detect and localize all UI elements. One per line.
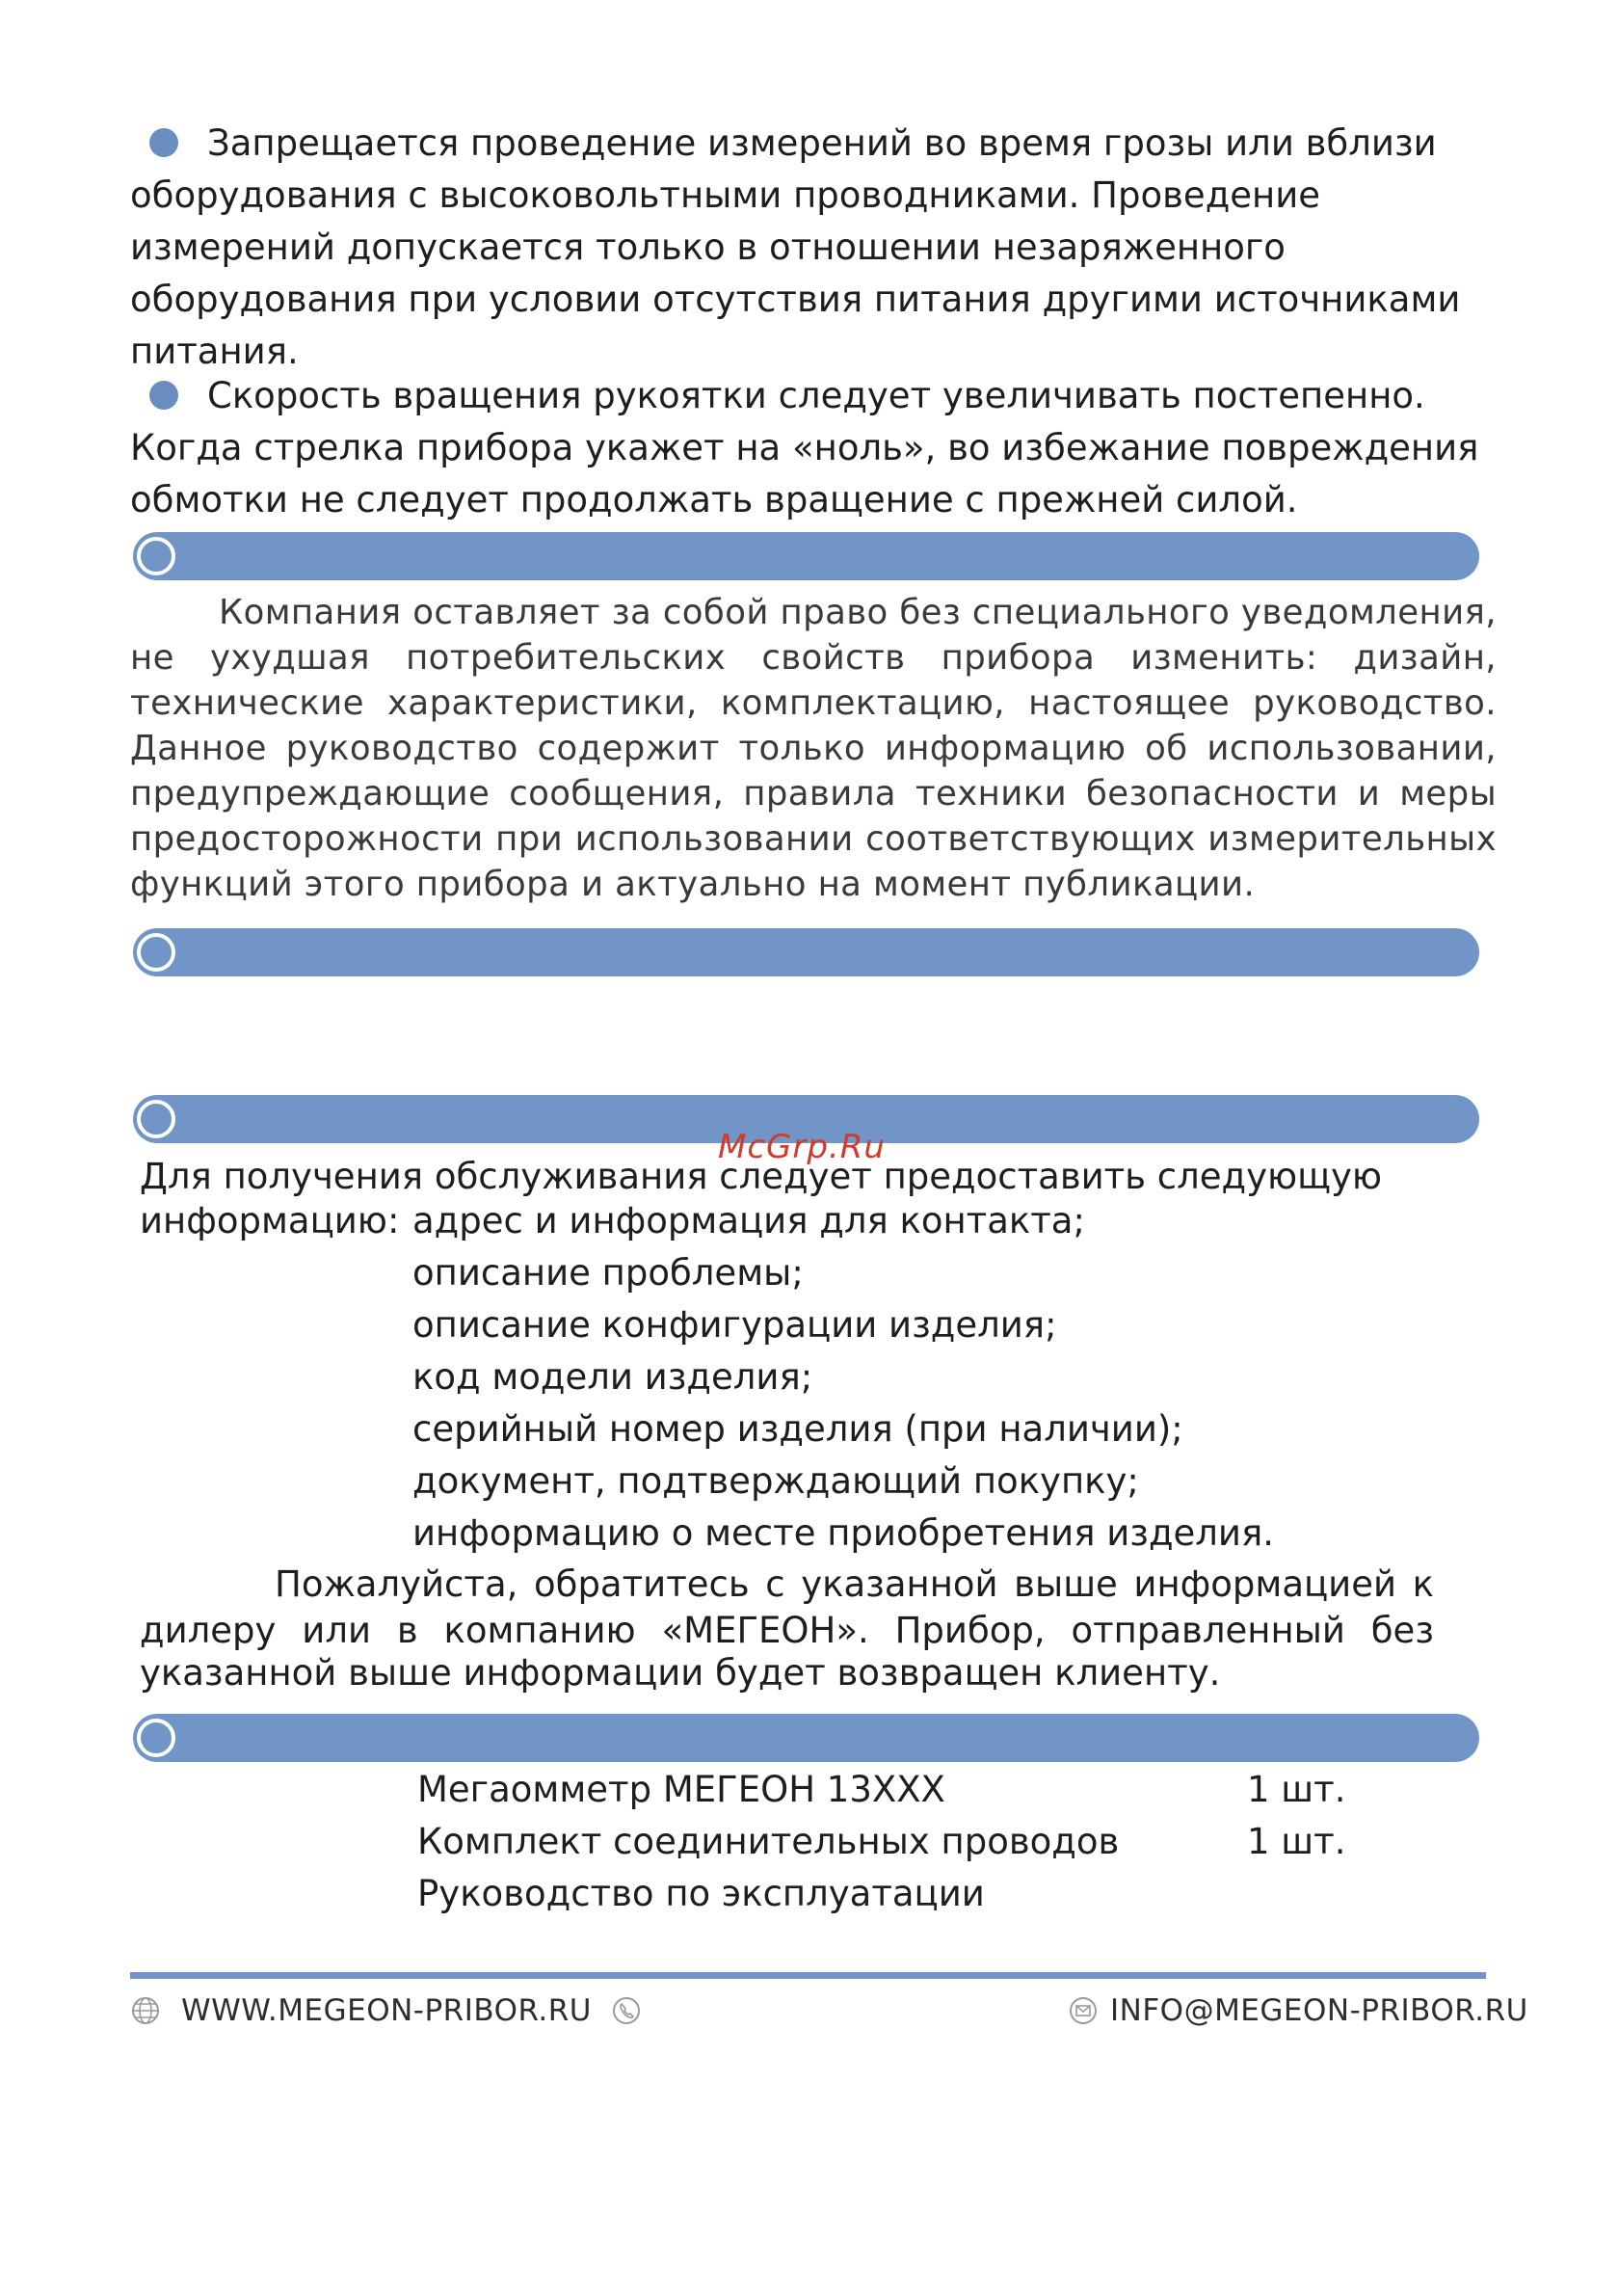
- safety-bullet-1-line-4: оборудования при условии отсутствия питания другими источниками: [130, 279, 1461, 320]
- safety-bullet-2-line-3: обмотки не следует продолжать вращение с прежней силой.: [130, 479, 1298, 521]
- notice-line-5: предупреждающие сообщения, правила техники безопасности и меры: [130, 774, 1497, 814]
- section-bar-cap-icon: [137, 537, 175, 575]
- package-item-name: Комплект соединительных проводов: [417, 1821, 1120, 1862]
- safety-bullet-1: [149, 118, 1437, 170]
- package-item-name: Мегаомметр МЕГЕОН 13ХХХ: [417, 1769, 945, 1810]
- safety-bullet-2-line-1: Скорость вращения рукоятки следует увеличивать постепенно.: [207, 375, 1425, 416]
- service-info-item: описание проблемы;: [412, 1252, 804, 1294]
- bullet-dot-icon: [149, 128, 178, 157]
- service-contact-line-1: [140, 1562, 1434, 1608]
- notice-line-1: Компания оставляет за собой право без специального уведомления,: [219, 593, 1497, 632]
- safety-bullet-2: [149, 370, 1425, 422]
- footer-email[interactable]: INFO@MEGEON-PRIBOR.RU: [1110, 1993, 1528, 2028]
- service-info-item: код модели изделия;: [412, 1356, 813, 1398]
- watermark: McGrp.Ru: [718, 1128, 886, 1166]
- section-bar-cap-icon: [137, 933, 175, 972]
- notice-line-7: функций этого прибора и актуально на момент публикации.: [130, 865, 1256, 904]
- service-intro-line-1: Для получения обслуживания следует предоставить следующую: [140, 1156, 1383, 1197]
- footer-website[interactable]: WWW.MEGEON-PRIBOR.RU: [181, 1993, 592, 2028]
- service-contact-line-2: дилеру или в компанию «МЕГЕОН». Прибор, отправленный без: [140, 1610, 1434, 1651]
- service-info-item: документ, подтверждающий покупку;: [412, 1460, 1139, 1502]
- email-icon: [1068, 1995, 1099, 2026]
- section-header-bar: [133, 928, 1479, 976]
- service-info-item: адрес и информация для контакта;: [412, 1200, 1085, 1241]
- globe-icon: [130, 1995, 161, 2026]
- notice-line-2: не ухудшая потребительских свойств прибора изменить: дизайн,: [130, 638, 1497, 678]
- section-header-bar: [133, 1714, 1479, 1762]
- notice-line-3: технические характеристики, комплектацию, настоящее руководство.: [130, 683, 1497, 723]
- service-intro-line-2: информацию:: [140, 1200, 400, 1241]
- service-contact-line-1-text: Пожалуйста, обратитесь с указанной выше информацией к: [275, 1563, 1434, 1605]
- safety-bullet-1-line-1: Запрещается проведение измерений во время грозы или вблизи: [207, 122, 1437, 164]
- company-notice-paragraph: [130, 590, 1497, 907]
- section-bar-cap-icon: [137, 1100, 175, 1138]
- safety-bullet-1-line-5: питания.: [130, 331, 299, 372]
- notice-line-4: Данное руководство содержит только информацию об использовании,: [130, 729, 1497, 768]
- service-info-item: информацию о месте приобретения изделия.: [412, 1512, 1274, 1554]
- footer-divider: [130, 1972, 1486, 1979]
- package-item-qty: 1 шт.: [1247, 1821, 1346, 1862]
- bullet-dot-icon: [149, 381, 178, 410]
- service-info-item: серийный номер изделия (при наличии);: [412, 1408, 1183, 1450]
- safety-bullet-1-line-3: измерений допускается только в отношении незаряженного: [130, 227, 1286, 268]
- package-item-name: Руководство по эксплуатации: [417, 1873, 985, 1914]
- service-contact-line-3: указанной выше информации будет возвращен клиенту.: [140, 1652, 1221, 1694]
- section-bar-cap-icon: [137, 1719, 175, 1757]
- safety-bullet-1-line-2: оборудования с высоковольтными проводниками. Проведение: [130, 174, 1321, 216]
- section-header-bar: [133, 532, 1479, 580]
- safety-bullet-2-line-2: Когда стрелка прибора укажет на «ноль», во избежание повреждения: [130, 427, 1479, 468]
- notice-line-6: предосторожности при использовании соответствующих измерительных: [130, 819, 1497, 859]
- service-info-item: описание конфигурации изделия;: [412, 1304, 1057, 1346]
- package-item-qty: 1 шт.: [1247, 1769, 1346, 1810]
- phone-icon: [611, 1995, 642, 2026]
